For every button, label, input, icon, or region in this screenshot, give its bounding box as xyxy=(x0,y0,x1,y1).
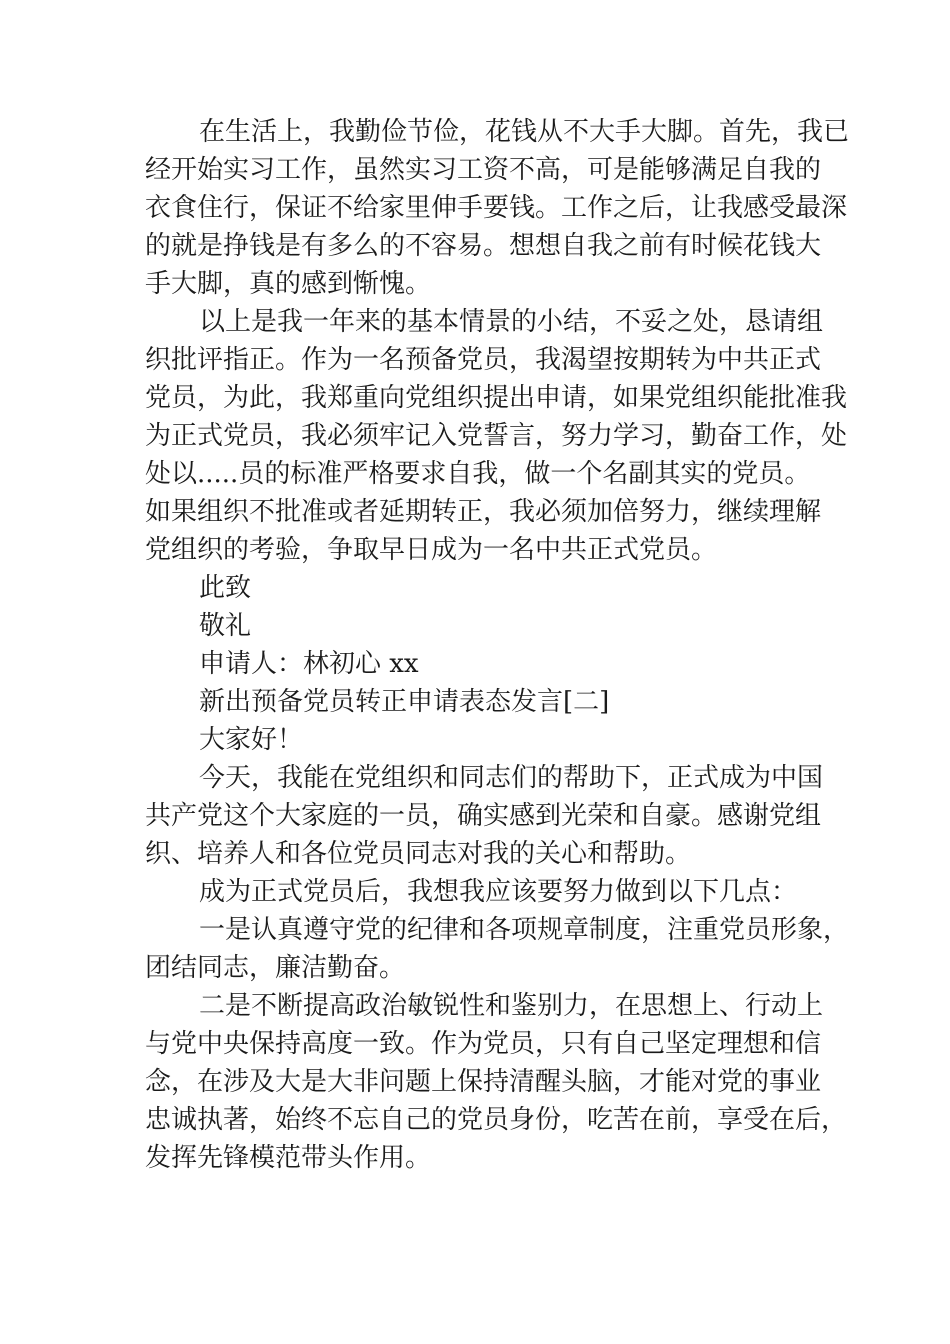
paragraph-point-one xyxy=(145,911,850,987)
paragraph-point-two xyxy=(145,987,848,1177)
text-line: 织、培养人和各位党员同志对我的关心和帮助。 xyxy=(145,839,692,869)
text-line: 党员，为此，我郑重向党组织提出申请，如果党组织能批准我 xyxy=(145,383,848,413)
text-line: 忠诚执著，始终不忘自己的党员身份，吃苦在前，享受在后， xyxy=(145,1105,848,1135)
paragraph-today xyxy=(145,759,825,873)
section-title: 新出预备党员转正申请表态发言[二] xyxy=(199,687,610,717)
text-line: 处以.....员的标准严格要求自我，做一个名副其实的党员。 xyxy=(145,459,811,489)
text-line: 手大脚，真的感到惭愧。 xyxy=(145,269,432,299)
paragraph-living xyxy=(145,113,850,303)
paragraph-points-intro: 成为正式党员后，我想我应该要努力做到以下几点： xyxy=(199,877,798,907)
text-line: 织批评指正。作为一名预备党员，我渴望按期转为中共正式 xyxy=(145,345,822,375)
document-body xyxy=(145,113,850,1177)
text-line: 与党中央保持高度一致。作为党员，只有自己坚定理想和信 xyxy=(145,1029,822,1059)
applicant-signature: 申请人：林初心 xx xyxy=(199,649,419,679)
text-line: 团结同志，廉洁勤奋。 xyxy=(145,953,406,983)
text-line: 衣食住行，保证不给家里伸手要钱。工作之后，让我感受最深 xyxy=(145,193,848,223)
text-line: 在生活上，我勤俭节俭，花钱从不大手大脚。首先，我已 xyxy=(199,117,850,147)
paragraph-summary xyxy=(145,303,848,569)
text-line: 的就是挣钱是有多么的不容易。想想自我之前有时候花钱大 xyxy=(145,231,822,261)
text-line: 一是认真遵守党的纪律和各项规章制度，注重党员形象， xyxy=(199,915,850,945)
text-line: 念，在涉及大是大非问题上保持清醒头脑，才能对党的事业 xyxy=(145,1067,822,1097)
text-line: 今天，我能在党组织和同志们的帮助下，正式成为中国 xyxy=(199,763,824,793)
text-line: 党组织的考验，争取早日成为一名中共正式党员。 xyxy=(145,535,718,565)
closing-regards: 敬礼 xyxy=(199,611,252,641)
text-line: 以上是我一年来的基本情景的小结，不妥之处，恳请组 xyxy=(199,307,824,337)
text-line: 如果组织不批准或者延期转正，我必须加倍努力，继续理解 xyxy=(145,497,822,527)
greeting: 大家好！ xyxy=(199,725,304,755)
text-line: 发挥先锋模范带头作用。 xyxy=(145,1143,432,1173)
text-line: 共产党这个大家庭的一员，确实感到光荣和自豪。感谢党组 xyxy=(145,801,822,831)
text-line: 为正式党员，我必须牢记入党誓言，努力学习，勤奋工作，处 xyxy=(145,421,848,451)
closing-salutation: 此致 xyxy=(199,573,252,603)
text-line: 二是不断提高政治敏锐性和鉴别力，在思想上、行动上 xyxy=(199,991,824,1021)
text-line: 经开始实习工作，虽然实习工资不高，可是能够满足自我的 xyxy=(145,155,822,185)
